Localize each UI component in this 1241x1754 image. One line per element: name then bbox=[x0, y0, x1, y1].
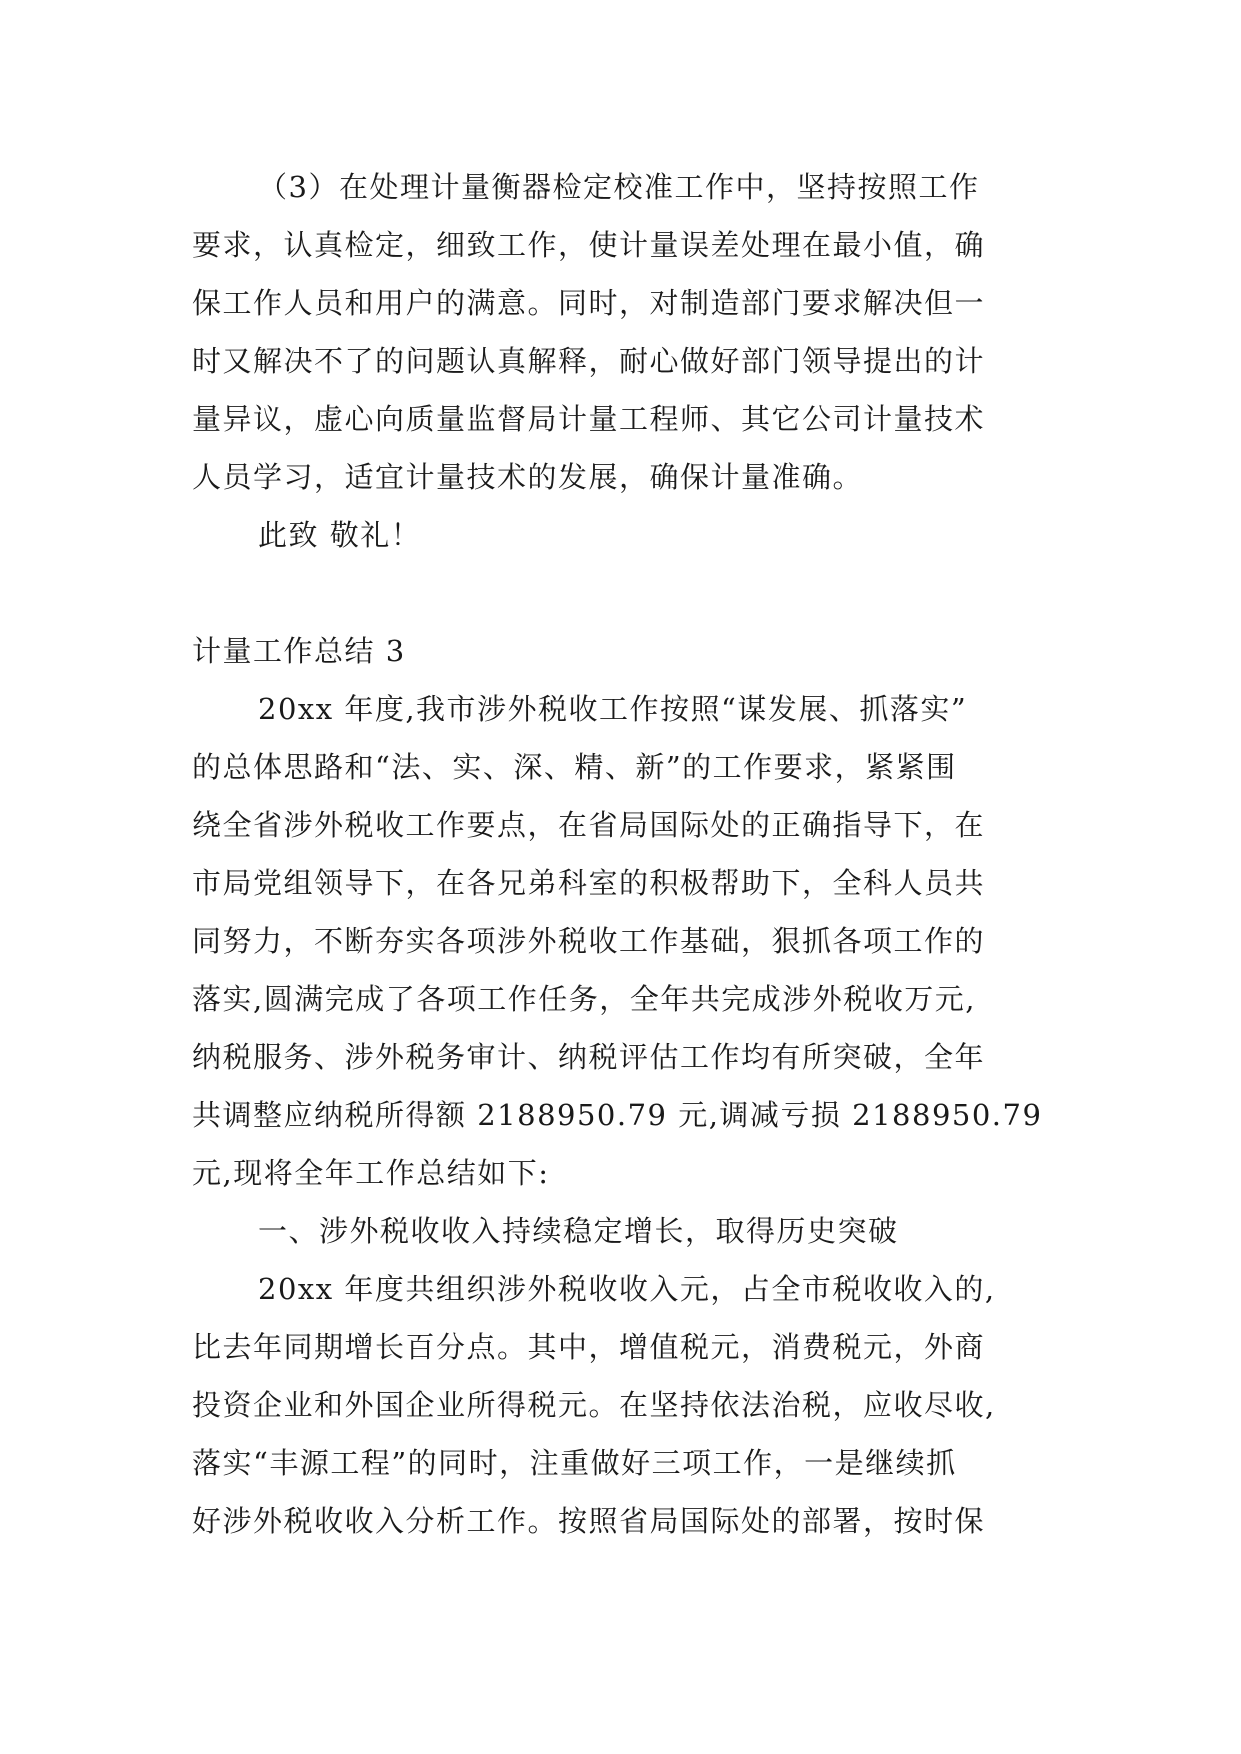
subheading: 一、涉外税收收入持续稳定增长，取得历史突破 bbox=[258, 1214, 899, 1248]
text-line: 20xx 年度共组织涉外税收收入元，占全市税收收入的, bbox=[258, 1272, 996, 1306]
text-line: 市局党组领导下，在各兄弟科室的积极帮助下，全科人员共 bbox=[192, 866, 986, 900]
text-line: 时又解决不了的问题认真解释，耐心做好部门领导提出的计 bbox=[192, 344, 986, 378]
paragraph-previous-section bbox=[192, 158, 1052, 506]
section-title: 计量工作总结 3 bbox=[192, 634, 406, 668]
text-line: 保工作人员和用户的满意。同时，对制造部门要求解决但一 bbox=[192, 286, 986, 320]
text-line: 好涉外税收收入分析工作。按照省局国际处的部署，按时保 bbox=[192, 1504, 986, 1538]
text-line: 共调整应纳税所得额 2188950.79 元,调减亏损 2188950.79 bbox=[192, 1098, 1043, 1132]
closing-salutation: 此致 敬礼！ bbox=[258, 518, 422, 552]
text-line: 落实,圆满完成了各项工作任务，全年共完成涉外税收万元, bbox=[192, 982, 976, 1016]
text-line: 的总体思路和“法、实、深、精、新”的工作要求，紧紧围 bbox=[192, 750, 957, 784]
text-line: 绕全省涉外税收工作要点，在省局国际处的正确指导下，在 bbox=[192, 808, 986, 842]
text-line: 20xx 年度,我市涉外税收工作按照“谋发展、抓落实” bbox=[258, 692, 968, 726]
paragraph-intro bbox=[192, 680, 1052, 1202]
blank-line bbox=[192, 564, 1052, 622]
text-line: 纳税服务、涉外税务审计、纳税评估工作均有所突破，全年 bbox=[192, 1040, 986, 1074]
text-line: 要求，认真检定，细致工作，使计量误差处理在最小值，确 bbox=[192, 228, 986, 262]
text-line: 同努力，不断夯实各项涉外税收工作基础，狠抓各项工作的 bbox=[192, 924, 986, 958]
text-line: （3）在处理计量衡器检定校准工作中，坚持按照工作 bbox=[258, 170, 980, 204]
paragraph-revenue bbox=[192, 1260, 1052, 1550]
text-line: 元,现将全年工作总结如下: bbox=[192, 1156, 550, 1190]
text-line: 人员学习，适宜计量技术的发展，确保计量准确。 bbox=[192, 460, 864, 494]
document-page bbox=[192, 158, 1052, 1550]
text-line: 投资企业和外国企业所得税元。在坚持依法治税，应收尽收, bbox=[192, 1388, 996, 1422]
text-line: 量异议，虚心向质量监督局计量工程师、其它公司计量技术 bbox=[192, 402, 986, 436]
text-line: 比去年同期增长百分点。其中，增值税元，消费税元，外商 bbox=[192, 1330, 986, 1364]
text-line: 落实“丰源工程”的同时，注重做好三项工作，一是继续抓 bbox=[192, 1446, 957, 1480]
